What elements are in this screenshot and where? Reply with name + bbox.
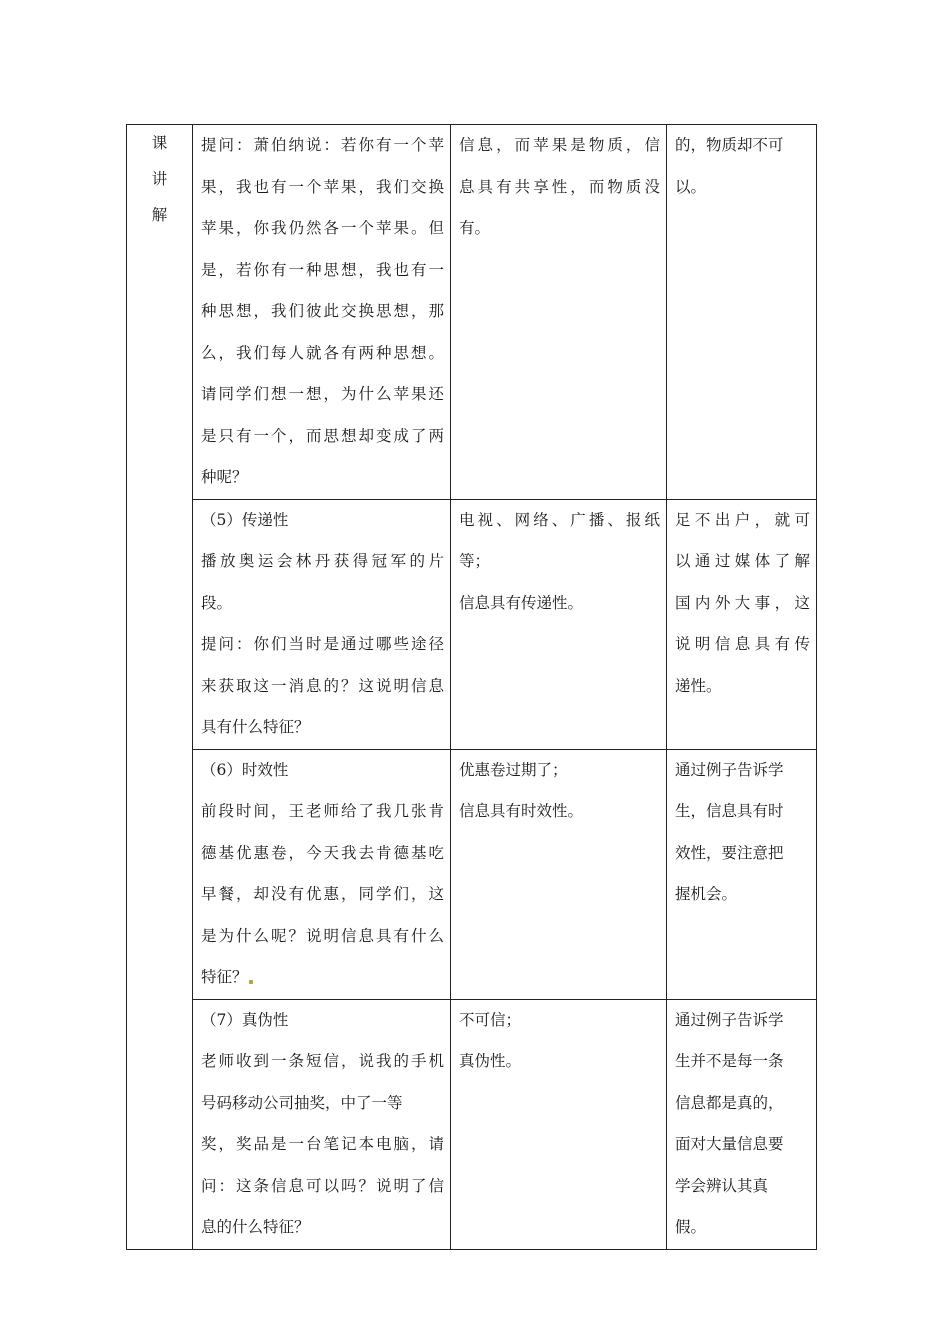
text-line: 具有什么特征？ bbox=[201, 718, 310, 736]
stage-cell bbox=[127, 125, 193, 1250]
activity-cell bbox=[193, 125, 451, 500]
text-line: 来获取这一消息的？这说明信息 bbox=[201, 676, 444, 695]
stage-label: 课讲解 bbox=[151, 134, 168, 224]
text-line: 以。 bbox=[675, 177, 707, 196]
text-line: 果，我也有一个苹果，我们交换 bbox=[201, 177, 444, 196]
text-line: （5）传递性 bbox=[201, 510, 289, 529]
text-line: 学会辨认其真 bbox=[675, 1176, 769, 1195]
text-line: 提问：你们当时是通过哪些途径 bbox=[201, 635, 444, 653]
response-cell bbox=[451, 125, 667, 500]
text-line: 通过例子告诉学 bbox=[675, 1010, 784, 1029]
text-line: 播放奥运会林丹获得冠军的片 bbox=[201, 552, 444, 570]
text-line: 种呢？ bbox=[201, 468, 248, 486]
text-line: 苹果，你我仍然各一个苹果。但 bbox=[201, 219, 444, 237]
text-line: 以通过媒体了解 bbox=[675, 552, 810, 570]
yellow-mark-icon bbox=[249, 980, 253, 984]
text-line: 真伪性。 bbox=[459, 1052, 522, 1070]
lesson-table bbox=[126, 124, 817, 1250]
text-line: 通过例子告诉学 bbox=[675, 760, 784, 779]
text-line: 信息具有时效性。 bbox=[459, 802, 584, 820]
text-line: 前段时间，王老师给了我几张肯 bbox=[201, 802, 444, 820]
intent-cell bbox=[667, 499, 817, 749]
text-line: 老师收到一条短信，说我的手机 bbox=[201, 1052, 444, 1070]
text-line: 假。 bbox=[675, 1218, 707, 1236]
text-line: 提问：萧伯纳说：若你有一个苹 bbox=[201, 136, 444, 154]
table-row bbox=[127, 125, 817, 500]
text-line: 段。 bbox=[201, 593, 233, 612]
intent-cell bbox=[667, 999, 817, 1249]
text-line: 效性，要注意把 bbox=[675, 843, 784, 862]
text-line: 请同学们想一想，为什么苹果还 bbox=[201, 385, 444, 403]
text-line: （7）真伪性 bbox=[201, 1010, 289, 1029]
text-fragment: 特征？ bbox=[201, 968, 248, 986]
text-line: 种思想，我们彼此交换思想，那 bbox=[201, 302, 444, 320]
text-line: 电视、网络、广播、报纸 bbox=[459, 510, 660, 529]
text-line: 号码移动公司抽奖，中了一等 bbox=[201, 1093, 403, 1112]
text-line: 是为什么呢？说明信息具有什么 bbox=[201, 926, 444, 945]
text-line: 么，我们每人就各有两种思想。 bbox=[201, 343, 444, 362]
table-row bbox=[127, 999, 817, 1249]
text-line: 信息都是真的， bbox=[675, 1093, 784, 1112]
table-row bbox=[127, 749, 817, 999]
response-cell bbox=[451, 749, 667, 999]
intent-cell bbox=[667, 125, 817, 500]
text-line: 生，信息具有时 bbox=[675, 802, 784, 820]
text-line: （6）时效性 bbox=[201, 760, 289, 779]
text-line: 信息，而苹果是物质，信 bbox=[459, 136, 660, 154]
text-line: 说明信息具有传 bbox=[675, 635, 810, 653]
response-cell bbox=[451, 999, 667, 1249]
text-line: 奖，奖品是一台笔记本电脑，请 bbox=[201, 1135, 444, 1153]
text-line: 早餐，却没有优惠，同学们，这 bbox=[201, 885, 444, 903]
intent-cell bbox=[667, 749, 817, 999]
table-row bbox=[127, 499, 817, 749]
text-line: 等； bbox=[459, 552, 491, 570]
text-line: 有。 bbox=[459, 219, 491, 237]
text-line: 是，若你有一种思想，我也有一 bbox=[201, 260, 444, 279]
activity-cell bbox=[193, 499, 451, 749]
text-line: 信息具有传递性。 bbox=[459, 593, 584, 612]
text-line: 握机会。 bbox=[675, 885, 738, 903]
text-line: 不可信； bbox=[459, 1010, 522, 1029]
text-line: 息的什么特征？ bbox=[201, 1218, 310, 1236]
text-line: 息具有共享性，而物质没 bbox=[459, 177, 660, 196]
text-line: 递性。 bbox=[675, 676, 722, 695]
text-line: 面对大量信息要 bbox=[675, 1135, 784, 1153]
text-line: 的，物质却不可 bbox=[675, 136, 784, 154]
text-line: 是只有一个，而思想却变成了两 bbox=[201, 426, 444, 445]
text-line: 足不出户，就可 bbox=[675, 510, 810, 529]
response-cell bbox=[451, 499, 667, 749]
text-line: 生并不是每一条 bbox=[675, 1052, 784, 1070]
text-line: 优惠卷过期了； bbox=[459, 760, 568, 779]
text-line: 德基优惠卷，今天我去肯德基吃 bbox=[201, 843, 444, 862]
activity-cell bbox=[193, 749, 451, 999]
activity-cell bbox=[193, 999, 451, 1249]
text-line bbox=[201, 957, 444, 999]
text-line: 国内外大事，这 bbox=[675, 593, 810, 612]
text-line: 问：这条信息可以吗？说明了信 bbox=[201, 1176, 444, 1195]
